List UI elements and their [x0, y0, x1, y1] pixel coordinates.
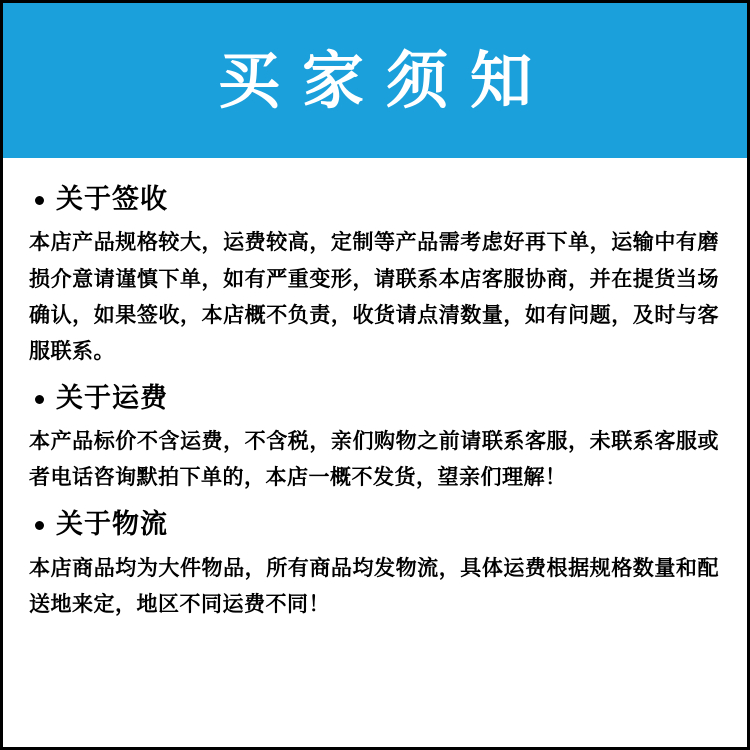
section-header [27, 184, 723, 216]
bullet-icon [35, 521, 44, 530]
section-title: 关于运费 [56, 382, 168, 414]
section-logistics [27, 509, 723, 622]
section-body: 本店产品规格较大，运费较高，定制等产品需考虑好再下单，运输中有磨损介意请谨慎下单，如有严重变形，请联系本店客服协商，并在提货当场确认，如果签收，本店概不负责，收货请点清数量，如有问题，及时与客服联系。 [29, 230, 719, 363]
bullet-icon [35, 196, 44, 205]
section-shipping-receipt [27, 184, 723, 369]
banner-header [3, 3, 747, 158]
section-body: 本产品标价不含运费，不含税，亲们购物之前请联系客服，未联系客服或者电话咨询默拍下单的，本店一概不发货，望亲们理解！ [29, 429, 719, 490]
notice-content [3, 158, 747, 622]
section-body: 本店商品均为大件物品，所有商品均发物流，具体运费根据规格数量和配送地来定，地区不同运费不同！ [29, 555, 719, 616]
section-header [27, 509, 723, 541]
section-header [27, 383, 723, 415]
spacer [27, 499, 723, 509]
section-freight [27, 383, 723, 496]
spacer [27, 373, 723, 383]
bullet-icon [35, 395, 44, 404]
page-title: 买家须知 [217, 43, 554, 117]
section-title: 关于签收 [56, 184, 168, 215]
section-title: 关于物流 [56, 509, 168, 541]
